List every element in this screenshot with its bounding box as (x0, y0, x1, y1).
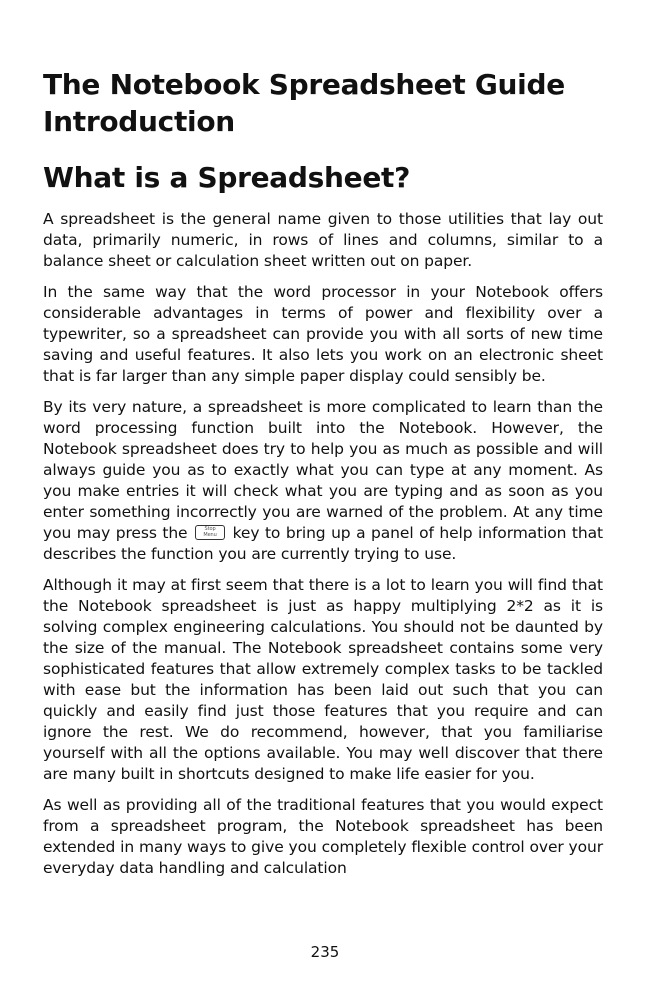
page-number: 235 (310, 943, 340, 961)
title-line-1: The Notebook Spreadsheet Guide (43, 68, 565, 101)
paragraph-2: In the same way that the word processor in your Notebook offers considerable advantages in terms of power and flexibility over a typewriter, so a spreadsheet can provide you with all sorts of new time saving and useful features. It also lets you work on an electronic sheet that is far larger than any simple paper display could sensibly be. (43, 283, 603, 385)
title-line-2: Introduction (43, 105, 235, 138)
help-key-label-top: Stop (204, 526, 216, 532)
document-page (43, 66, 603, 889)
paragraph-3-text-after-key: key to bring up a panel of help information that describes the function you are currently trying to use. (43, 524, 603, 563)
document-title (43, 66, 603, 140)
paragraph-3 (43, 397, 603, 565)
help-key-icon (195, 525, 225, 540)
paragraph-3-text-before-key: By its very nature, a spreadsheet is more complicated to learn than the word processing function built into the Notebook. However, the Notebook spreadsheet does try to help you as much as possible and will always guide you as to exactly what you can type at any moment. As you make entries it will check what you are typing and as soon as you enter something incorrectly you are warned of the problem. At any time you may press the (43, 398, 603, 542)
paragraph-4: Although it may at first seem that there is a lot to learn you will find that the Notebook spreadsheet is just as happy multiplying 2*2 as it is solving complex engineering calculations. You should not be daunted by the size of the manual. The Notebook spreadsheet contains some very sophisticated features that allow extremely complex tasks to be tackled with ease but the information has been laid out such that you can quickly and easily find just those features that you require and can ignore the rest. We do recommend, however, that you familiarise yourself with all the options available. You may well discover that there are many built in shortcuts designed to make life easier for you. (43, 576, 603, 783)
section-heading: What is a Spreadsheet? (43, 161, 411, 194)
paragraph-5: As well as providing all of the traditional features that you would expect from a spreadsheet program, the Notebook spreadsheet has been extended in many ways to give you completely flexible control over your everyday data handling and calculation (43, 796, 603, 877)
help-key-label-bottom: Menu (203, 532, 217, 538)
paragraph-1: A spreadsheet is the general name given to those utilities that lay out data, primarily numeric, in rows of lines and columns, similar to a balance sheet or calculation sheet written out on paper. (43, 210, 603, 270)
